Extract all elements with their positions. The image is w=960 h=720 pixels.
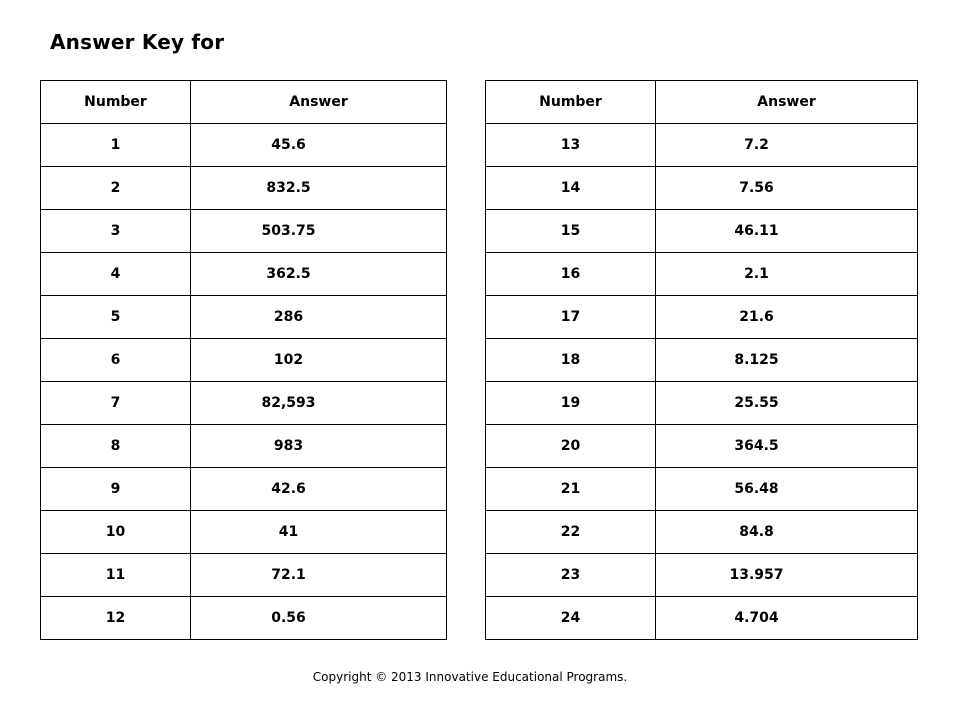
number-cell: 17 (486, 296, 656, 339)
number-cell: 9 (41, 468, 191, 511)
number-cell: 3 (41, 210, 191, 253)
table-row (486, 554, 918, 597)
number-cell: 4 (41, 253, 191, 296)
table-row (486, 468, 918, 511)
number-cell: 13 (486, 124, 656, 167)
answer-cell: 82,593 (191, 382, 447, 425)
table-row (486, 425, 918, 468)
table-row (41, 425, 447, 468)
answer-cell: 364.5 (656, 425, 918, 468)
table-row (486, 124, 918, 167)
number-cell: 2 (41, 167, 191, 210)
number-cell: 24 (486, 597, 656, 640)
table-row (41, 597, 447, 640)
table-row (486, 597, 918, 640)
answer-cell: 7.2 (656, 124, 918, 167)
table-row (41, 124, 447, 167)
answer-cell: 56.48 (656, 468, 918, 511)
answer-cell: 362.5 (191, 253, 447, 296)
number-cell: 22 (486, 511, 656, 554)
answer-cell: 8.125 (656, 339, 918, 382)
answer-cell: 46.11 (656, 210, 918, 253)
number-cell: 20 (486, 425, 656, 468)
number-cell: 7 (41, 382, 191, 425)
answer-cell: 72.1 (191, 554, 447, 597)
number-cell: 23 (486, 554, 656, 597)
copyright-notice: Copyright © 2013 Innovative Educational Programs. (312, 670, 628, 684)
table-row (486, 210, 918, 253)
number-cell: 16 (486, 253, 656, 296)
column-header-answer: Answer (191, 81, 447, 124)
table-row (41, 511, 447, 554)
table-header-row (41, 81, 447, 124)
answer-cell: 0.56 (191, 597, 447, 640)
table-row (486, 253, 918, 296)
number-cell: 10 (41, 511, 191, 554)
answer-table-right (485, 80, 918, 640)
number-cell: 21 (486, 468, 656, 511)
answer-cell: 41 (191, 511, 447, 554)
table-row (41, 253, 447, 296)
number-cell: 8 (41, 425, 191, 468)
answer-cell: 25.55 (656, 382, 918, 425)
answer-cell: 2.1 (656, 253, 918, 296)
answer-cell: 21.6 (656, 296, 918, 339)
page-title: Answer Key for (50, 30, 225, 54)
answer-cell: 42.6 (191, 468, 447, 511)
answer-cell: 286 (191, 296, 447, 339)
answer-cell: 84.8 (656, 511, 918, 554)
answer-cell: 503.75 (191, 210, 447, 253)
number-cell: 1 (41, 124, 191, 167)
number-cell: 11 (41, 554, 191, 597)
number-cell: 14 (486, 167, 656, 210)
table-row (41, 382, 447, 425)
table-row (486, 167, 918, 210)
column-header-number: Number (486, 81, 656, 124)
answer-table-left (40, 80, 447, 640)
column-header-number: Number (41, 81, 191, 124)
answer-cell: 102 (191, 339, 447, 382)
table-row (41, 339, 447, 382)
number-cell: 18 (486, 339, 656, 382)
table-row (486, 296, 918, 339)
table-row (486, 511, 918, 554)
table-row (41, 468, 447, 511)
answer-cell: 7.56 (656, 167, 918, 210)
table-row (486, 382, 918, 425)
answer-cell: 832.5 (191, 167, 447, 210)
number-cell: 12 (41, 597, 191, 640)
table-row (41, 296, 447, 339)
number-cell: 15 (486, 210, 656, 253)
answer-cell: 45.6 (191, 124, 447, 167)
table-row (41, 210, 447, 253)
table-row (41, 554, 447, 597)
table-header-row (486, 81, 918, 124)
column-header-answer: Answer (656, 81, 918, 124)
number-cell: 19 (486, 382, 656, 425)
table-row (41, 167, 447, 210)
number-cell: 5 (41, 296, 191, 339)
number-cell: 6 (41, 339, 191, 382)
table-row (486, 339, 918, 382)
answer-cell: 13.957 (656, 554, 918, 597)
answer-cell: 983 (191, 425, 447, 468)
answer-cell: 4.704 (656, 597, 918, 640)
